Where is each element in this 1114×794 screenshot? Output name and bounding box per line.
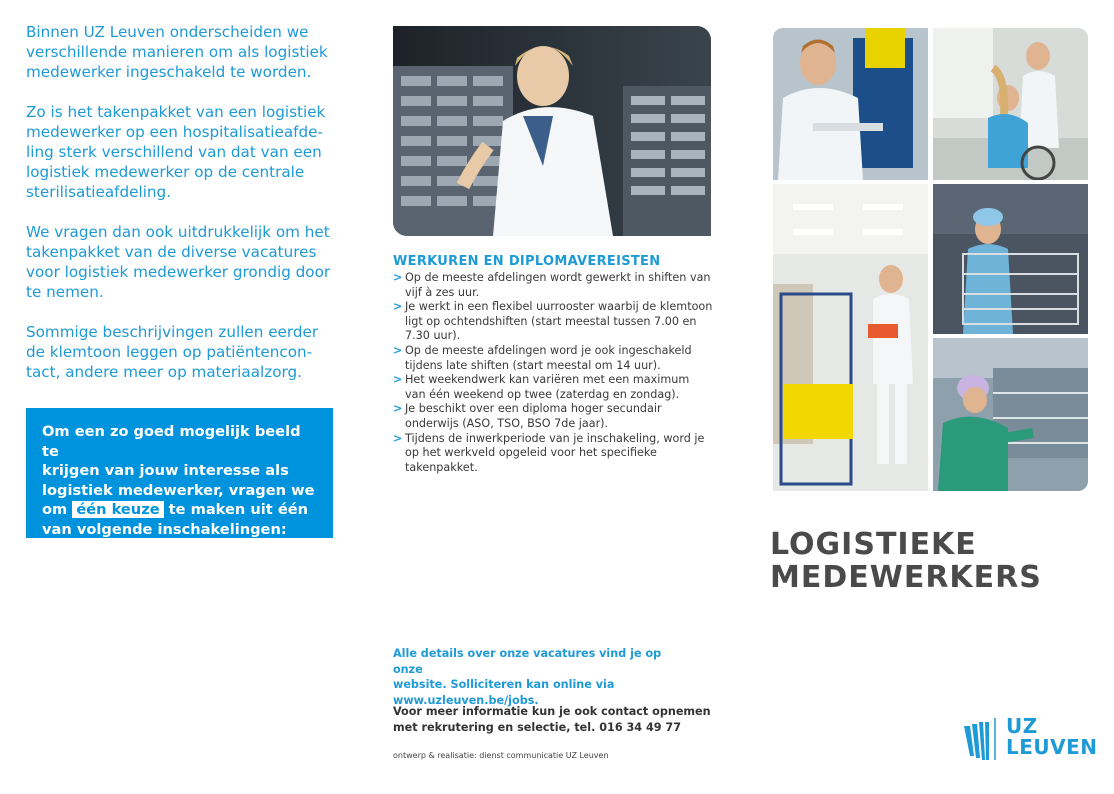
intro-text-column [26, 22, 338, 402]
vacancy-details-link-text: Alle details over onze vacatures vind je op onze website. Solliciteren kan online via www.uzleuven.be/jobs. [393, 647, 662, 707]
list-item: > Het weekendwerk kan variëren met een maximum van één weekend op twee (zaterdag en zondag). [393, 373, 690, 401]
list-item: > Je beschikt over een diploma hoger secundair onderwijs (ASO, TSO, BSO 7de jaar). [393, 402, 662, 430]
page-title: LOGISTIEKE MEDEWERKERS [770, 527, 1042, 595]
section-heading: WERKUREN EN DIPLOMAVEREISTEN [393, 254, 661, 269]
uz-leuven-logo [962, 714, 1098, 762]
list-item: > Je werkt in een flexibel uurrooster waarbij de klemtoon ligt op ochtendshiften (start meestal tussen 7.00 en 7.30 uur). [393, 300, 713, 343]
chevron-right-icon: > [393, 300, 403, 314]
photo-nurse-supply-cabinet [393, 26, 711, 236]
callout-highlight: één keuze [72, 501, 163, 518]
chevron-right-icon: > [393, 343, 403, 357]
chevron-right-icon: > [393, 271, 403, 284]
photo-worker-with-instruments [933, 338, 1088, 491]
uz-leuven-logo-mark-icon [962, 718, 1002, 760]
callout-text-before: Om een zo goed mogelijk beeld te krijgen van jouw interesse als logistiek medewerker, vragen we om [42, 423, 315, 519]
design-credit: ontwerp & realisatie: dienst communicatie UZ Leuven [393, 751, 609, 760]
chevron-right-icon: > [393, 431, 403, 445]
photo-worker-with-trolley [773, 184, 928, 491]
intro-paragraph: Zo is het takenpakket van een logistiek medewerker op een hospitalisatieafde- ling sterk verschillend van dat van een logistiek medewerker op de centrale sterilisatieafdeling. [26, 103, 326, 201]
list-item: > Op de meeste afdelingen word je ook ingeschakeld tijdens late shiften (start meestal om 14 uur). [393, 343, 692, 372]
photo-worker-in-sterilisation [933, 184, 1088, 334]
callout-text-after: te maken uit één van volgende inschakelingen: [42, 501, 308, 538]
chevron-right-icon: > [393, 402, 403, 416]
photo-patient-in-wheelchair [933, 28, 1088, 180]
callout-text [42, 422, 317, 540]
chevron-right-icon: > [393, 373, 403, 387]
list-item: > Tijdens de inwerkperiode van je inschakeling, word je op het werkveld opgeleid voor het specifieke takenpakket. [393, 431, 705, 474]
intro-paragraph: Sommige beschrijvingen zullen eerder de klemtoon leggen op patiëntencon- tact, andere meer op materiaalzorg. [26, 323, 319, 381]
intro-paragraph: Binnen UZ Leuven onderscheiden we verschillende manieren om als logistiek medewerker ingeschakeld te worden. [26, 23, 328, 81]
callout-box [26, 408, 333, 538]
contact-info: Voor meer informatie kun je ook contact opnemen met rekrutering en selectie, tel. 016 34 49 77 [393, 705, 711, 734]
intro-paragraph: We vragen dan ook uitdrukkelijk om het takenpakket van de diverse vacatures voor logistiek medewerker grondig door te nemen. [26, 223, 331, 301]
photo-nurse-with-cart [773, 28, 928, 180]
uz-leuven-logo-text: UZ LEUVEN [1006, 714, 1098, 759]
requirements-list [393, 271, 713, 475]
list-item: > Op de meeste afdelingen wordt gewerkt in shiften van vijf à zes uur. [393, 271, 711, 299]
